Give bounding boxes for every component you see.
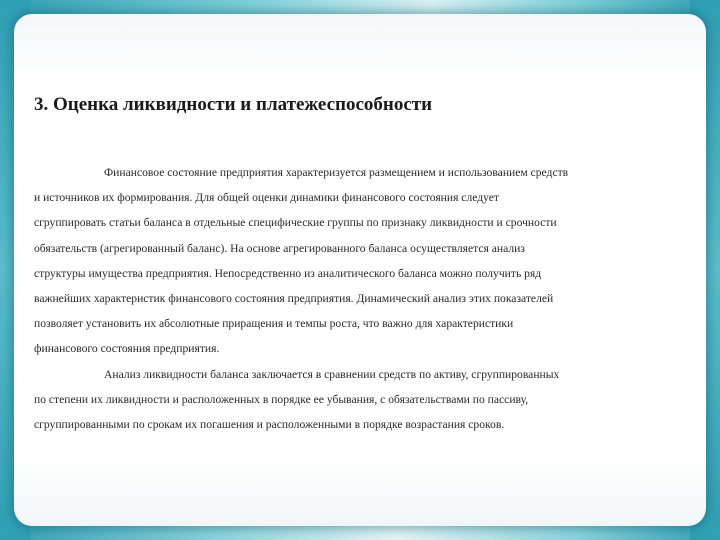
paragraph-line: по степени их ликвидности и расположенных в порядке ее убывания, с обязательствами по пассиву, xyxy=(34,392,529,406)
paragraph-line: важнейших характеристик финансового состояния предприятия. Динамический анализ этих показателей xyxy=(34,292,554,306)
paragraph-line: обязательств (агрегированный баланс). На основе агрегированного баланса осуществляется анализ xyxy=(34,241,525,255)
paragraph-line: позволяет установить их абсолютные приращения и темпы роста, что важно для характеристики xyxy=(34,317,514,331)
slide-title: 3. Оценка ликвидности и платежеспособности xyxy=(34,94,433,115)
paragraph-line: структуры имущества предприятия. Непосредственно из аналитического баланса можно получить ряд xyxy=(34,266,542,280)
paragraph-line: сгруппированными по срокам их погашения и расположенными в порядке возрастания сроков. xyxy=(34,418,505,432)
paragraph-line: и источников их формирования. Для общей оценки динамики финансового состояния следует xyxy=(34,191,499,205)
paragraph-line: финансового состояния предприятия. xyxy=(34,342,220,356)
paragraph-line: сгруппировать статьи баланса в отдельные специфические группы по признаку ликвидности и срочности xyxy=(34,216,557,230)
paragraph-line: Финансовое состояние предприятия характеризуется размещением и использованием средств xyxy=(104,166,569,179)
slide-body-text xyxy=(34,160,684,437)
paragraph-line: Анализ ликвидности баланса заключается в сравнении средств по активу, сгруппированных xyxy=(104,367,560,381)
